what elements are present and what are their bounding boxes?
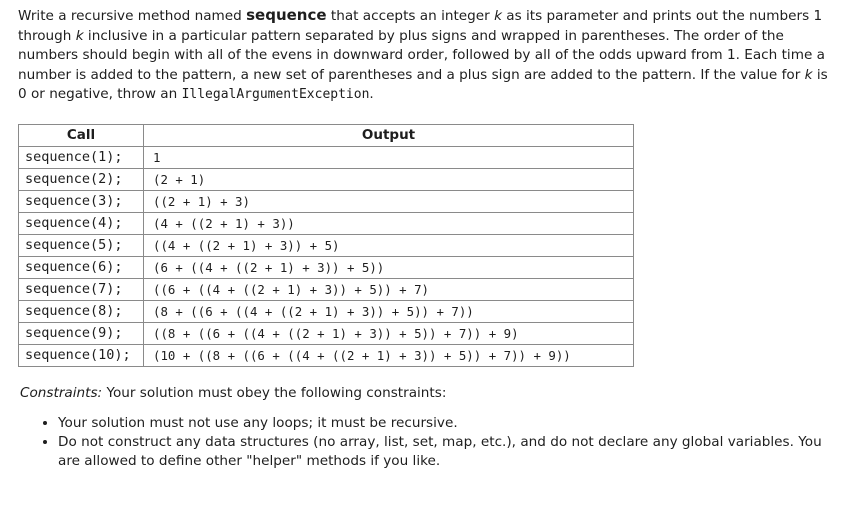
intro-text-1: Write a recursive method named [18, 8, 247, 24]
call-cell: sequence(7); [19, 278, 144, 300]
table-row [19, 190, 634, 212]
list-item: • Your solution must not use any loops; it must be recursive. [58, 414, 840, 433]
table-header-row [19, 124, 634, 146]
table-row [19, 278, 634, 300]
table-row [19, 168, 634, 190]
param-k-1: k [494, 8, 502, 24]
param-k-2: k [75, 27, 84, 44]
table-row [19, 300, 634, 322]
output-cell: (8 + ((6 + ((4 + ((2 + 1) + 3)) + 5)) + 7)) [144, 300, 634, 322]
call-cell: sequence(9); [19, 322, 144, 344]
constraints-heading [20, 384, 840, 403]
table-row [19, 234, 634, 256]
output-cell: (6 + ((4 + ((2 + 1) + 3)) + 5)) [144, 256, 634, 278]
output-cell: (4 + ((2 + 1) + 3)) [144, 212, 634, 234]
output-cell: ((4 + ((2 + 1) + 3)) + 5) [144, 234, 634, 256]
list-item: • Do not construct any data structures (no array, list, set, map, etc.), and do not declare any global variables. You are allowed to define other "helper" methods if you like. [58, 433, 840, 471]
call-cell: sequence(8); [19, 300, 144, 322]
problem-page [18, 6, 840, 471]
output-cell: ((6 + ((4 + ((2 + 1) + 3)) + 5)) + 7) [144, 278, 634, 300]
examples-table [18, 124, 634, 367]
table-row [19, 212, 634, 234]
constraints-label: Constraints: [20, 384, 103, 401]
intro-text-5: is 0 or negative, throw an [18, 66, 828, 102]
table-row [19, 344, 634, 366]
exception-name: IllegalArgumentException [181, 87, 370, 102]
call-cell: sequence(4); [19, 212, 144, 234]
output-cell: (2 + 1) [144, 168, 634, 190]
constraints-intro: Your solution must obey the following constraints: [102, 384, 447, 401]
call-cell: sequence(6); [19, 256, 144, 278]
intro-text-3: as its parameter and prints out the numbers 1 through [18, 8, 823, 44]
output-cell: 1 [144, 146, 634, 168]
table-row [19, 322, 634, 344]
call-cell: sequence(3); [19, 190, 144, 212]
method-name: sequence [246, 6, 327, 24]
problem-description [18, 6, 840, 105]
constraints-list [18, 414, 840, 471]
call-cell: sequence(5); [19, 234, 144, 256]
call-cell: sequence(1); [19, 146, 144, 168]
examples-table-body [19, 146, 634, 366]
call-cell: sequence(10); [19, 344, 144, 366]
intro-text-4: inclusive in a particular pattern separated by plus signs and wrapped in parentheses. The order of the numbers should begin with all of the evens in downward order, followed by all of the odds upward from 1. Each time a number is added to the pattern, a new set of parentheses and a plus sign are added to the pattern. If the value for [18, 27, 825, 83]
table-row [19, 256, 634, 278]
output-column-header: Output [144, 124, 634, 146]
intro-text-6: . [369, 86, 374, 102]
output-cell: (10 + ((8 + ((6 + ((4 + ((2 + 1) + 3)) + 5)) + 7)) + 9)) [144, 344, 634, 366]
call-cell: sequence(2); [19, 168, 144, 190]
table-row [19, 146, 634, 168]
output-cell: ((2 + 1) + 3) [144, 190, 634, 212]
param-k-3: k [804, 66, 813, 83]
intro-text-2: that accepts an integer [326, 8, 495, 24]
call-column-header: Call [19, 124, 144, 146]
output-cell: ((8 + ((6 + ((4 + ((2 + 1) + 3)) + 5)) + 7)) + 9) [144, 322, 634, 344]
